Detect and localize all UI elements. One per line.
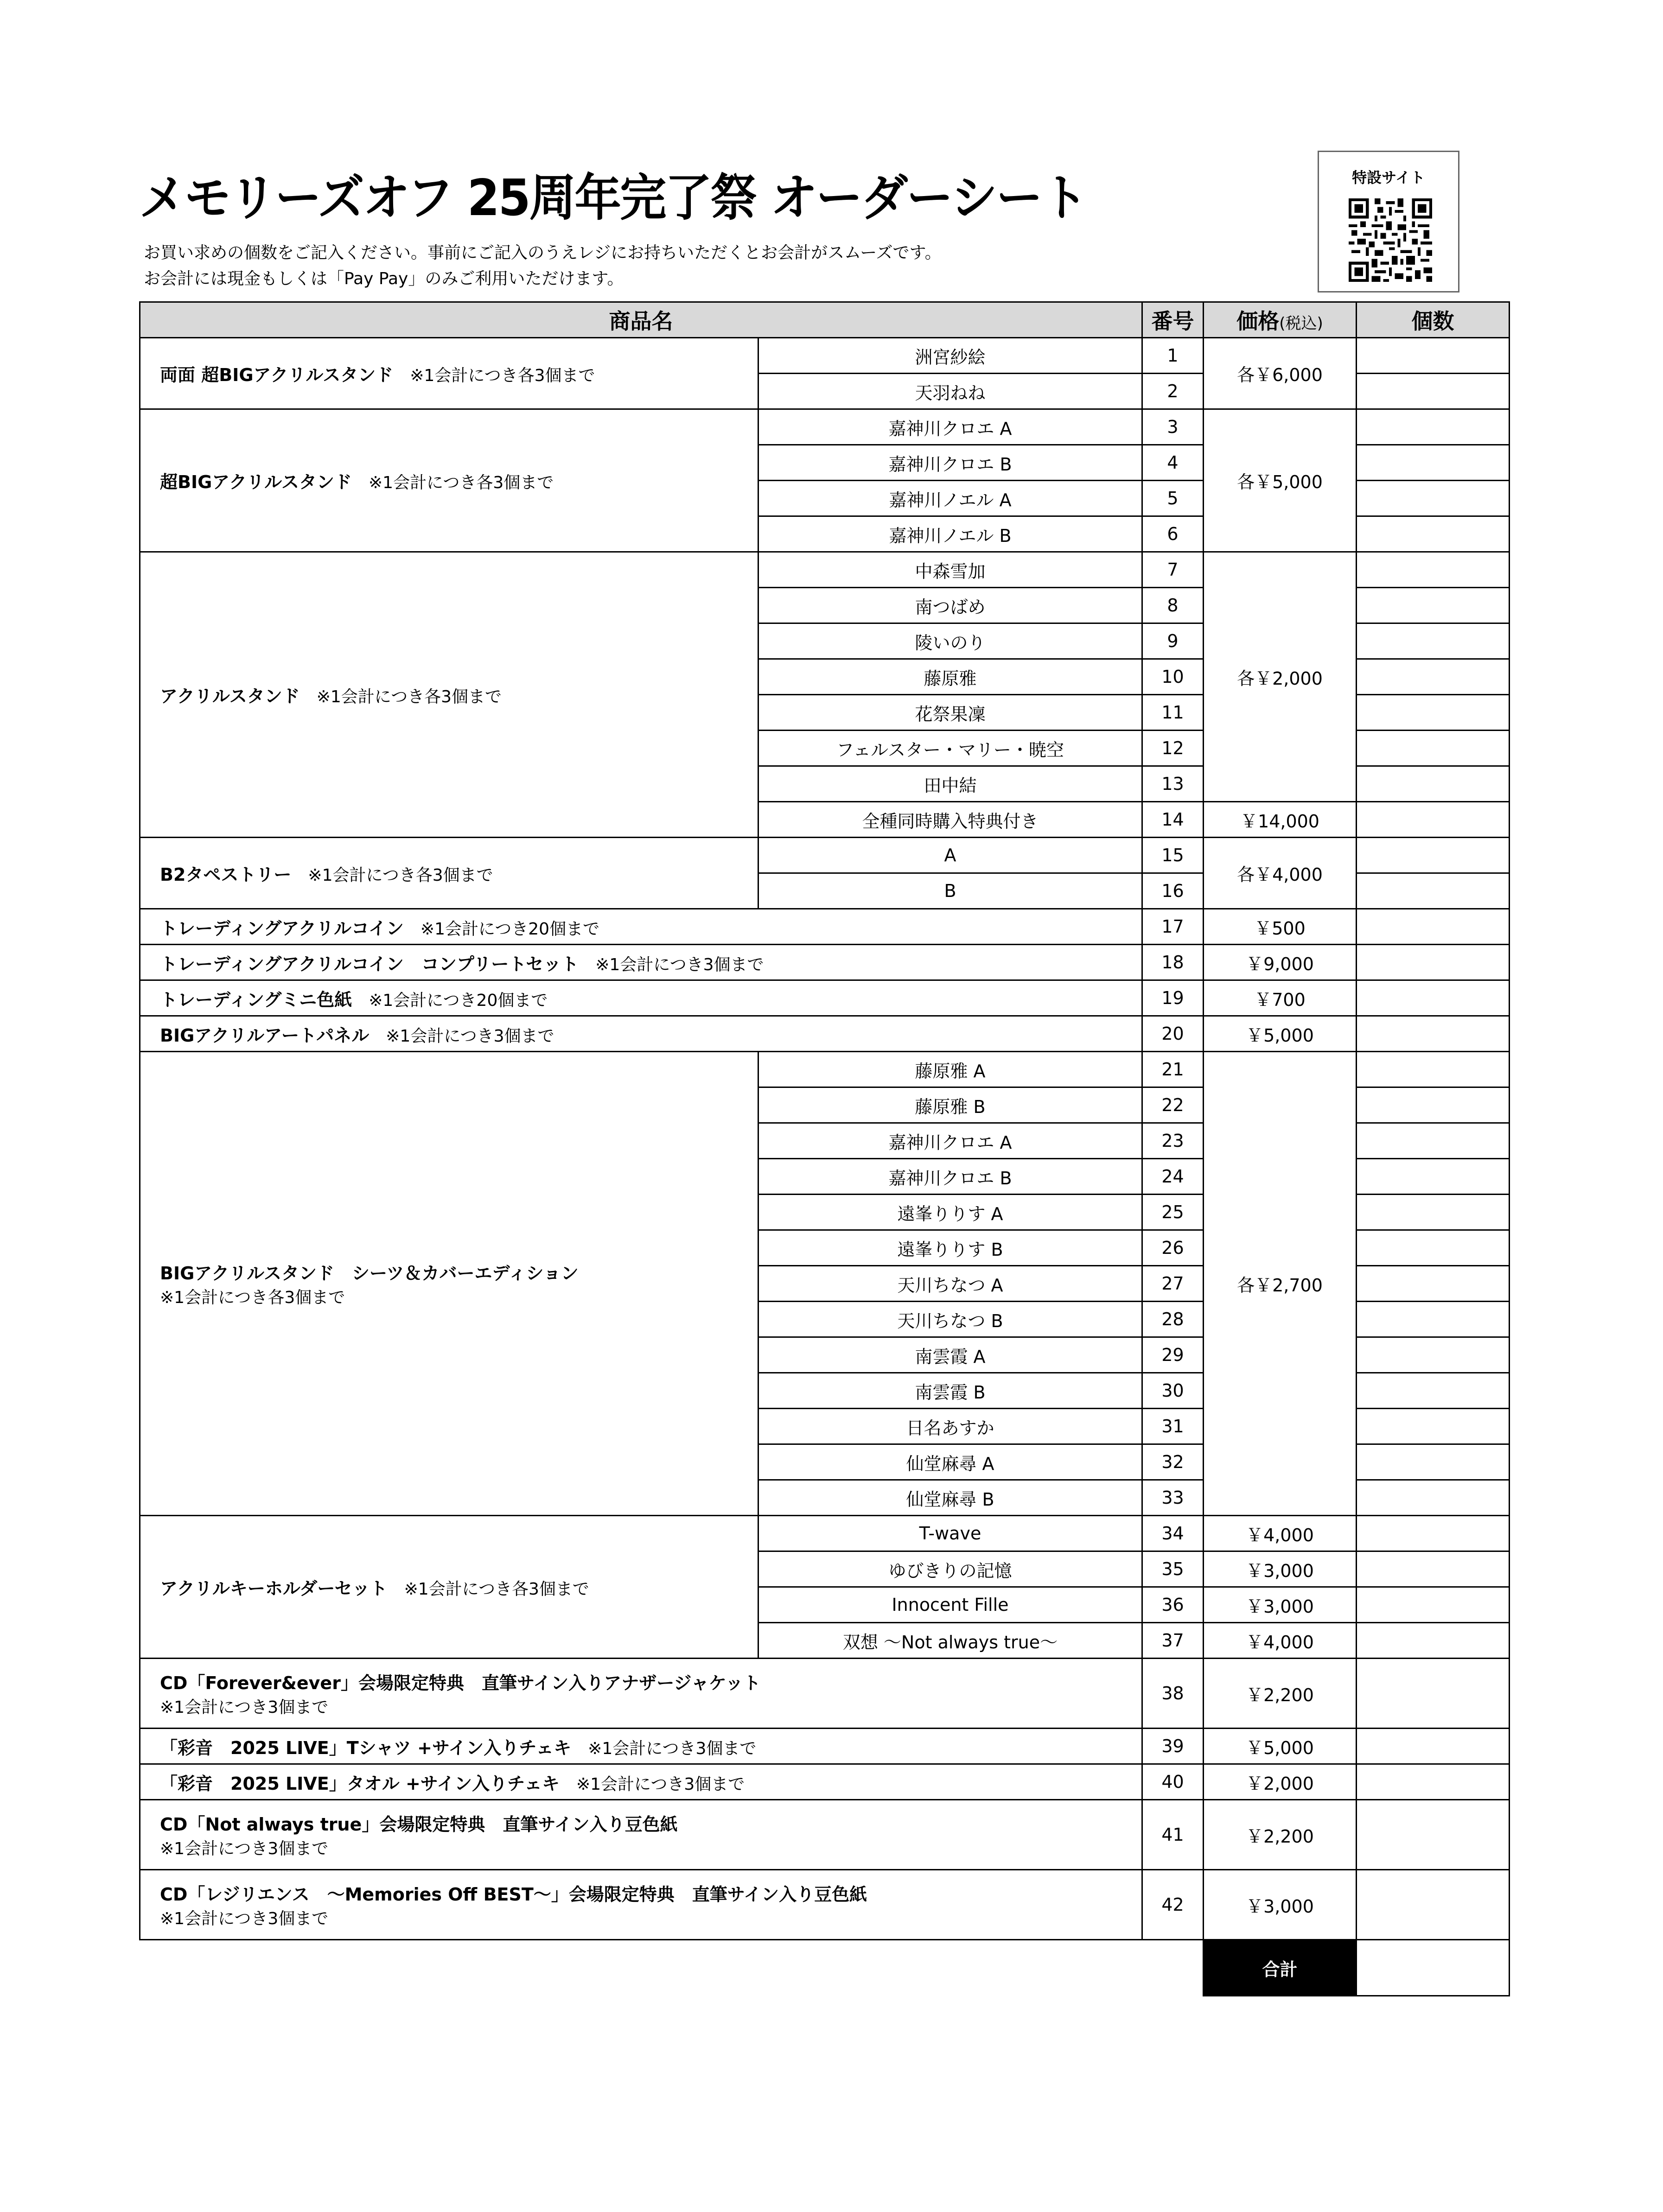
quantity-input-cell[interactable] — [1357, 980, 1510, 1016]
product-group-cell — [140, 1016, 1142, 1052]
item-number-cell: 30 — [1142, 1373, 1204, 1409]
order-table-body — [140, 338, 1510, 1996]
item-number-cell: 25 — [1142, 1195, 1204, 1230]
product-limit-note: ※1会計につき3個まで — [160, 1839, 329, 1858]
product-group-cell — [140, 1659, 1142, 1729]
variant-cell: 南つばめ — [758, 588, 1142, 623]
quantity-input-cell[interactable] — [1357, 659, 1510, 695]
item-number-cell: 11 — [1142, 695, 1204, 731]
product-group-cell — [140, 945, 1142, 980]
price-cell: 各￥6,000 — [1204, 338, 1357, 409]
variant-cell: B — [758, 873, 1142, 909]
item-number-cell: 19 — [1142, 980, 1204, 1016]
quantity-input-cell[interactable] — [1357, 1123, 1510, 1159]
item-number-cell: 29 — [1142, 1337, 1204, 1373]
quantity-input-cell[interactable] — [1357, 1266, 1510, 1302]
price-cell: ￥4,000 — [1204, 1623, 1357, 1659]
item-number-cell: 4 — [1142, 445, 1204, 481]
total-spacer — [140, 1940, 1204, 1996]
product-group-cell — [140, 1729, 1142, 1764]
product-name: CD「Forever&ever」会場限定特典 直筆サイン入りアナザージャケット — [160, 1673, 761, 1693]
quantity-input-cell[interactable] — [1357, 1016, 1510, 1052]
quantity-input-cell[interactable] — [1357, 1764, 1510, 1800]
variant-cell: 陵いのり — [758, 623, 1142, 659]
variant-cell: 藤原雅 B — [758, 1087, 1142, 1123]
quantity-input-cell[interactable] — [1357, 1480, 1510, 1516]
quantity-input-cell[interactable] — [1357, 1800, 1510, 1870]
table-row — [140, 1800, 1510, 1870]
quantity-input-cell[interactable] — [1357, 1052, 1510, 1087]
item-number-cell: 28 — [1142, 1302, 1204, 1337]
quantity-input-cell[interactable] — [1357, 1409, 1510, 1444]
item-number-cell: 26 — [1142, 1230, 1204, 1266]
item-number-cell: 15 — [1142, 838, 1204, 873]
table-row — [140, 409, 1510, 445]
quantity-input-cell[interactable] — [1357, 1195, 1510, 1230]
total-quantity-cell[interactable] — [1357, 1940, 1510, 1996]
variant-cell: 嘉神川クロエ A — [758, 409, 1142, 445]
variant-cell: 藤原雅 A — [758, 1052, 1142, 1087]
product-name: BIGアクリルスタンド シーツ＆カバーエディション — [160, 1263, 579, 1284]
quantity-input-cell[interactable] — [1357, 802, 1510, 838]
table-header-row — [140, 302, 1510, 338]
instruction-line: お会計には現金もしくは「Pay Pay」のみご利用いただけます。 — [144, 269, 624, 288]
table-row — [140, 1764, 1510, 1800]
qr-box[interactable] — [1318, 151, 1459, 292]
variant-cell: 天川ちなつ B — [758, 1302, 1142, 1337]
product-name: B2タペストリー — [160, 864, 292, 885]
quantity-input-cell[interactable] — [1357, 1551, 1510, 1587]
product-limit-note: ※1会計につき各3個まで — [160, 1288, 345, 1307]
variant-cell: 天川ちなつ A — [758, 1266, 1142, 1302]
item-number-cell: 3 — [1142, 409, 1204, 445]
variant-cell: Innocent Fille — [758, 1587, 1142, 1623]
product-limit-note: ※1会計につき各3個まで — [410, 366, 595, 385]
quantity-input-cell[interactable] — [1357, 1870, 1510, 1940]
quantity-input-cell[interactable] — [1357, 731, 1510, 766]
price-cell: ￥3,000 — [1204, 1870, 1357, 1940]
product-group-cell — [140, 1870, 1142, 1940]
item-number-cell: 24 — [1142, 1159, 1204, 1195]
variant-cell: 日名あすか — [758, 1409, 1142, 1444]
order-table — [139, 301, 1510, 1996]
item-number-cell: 35 — [1142, 1551, 1204, 1587]
page-title: メモリーズオフ 25周年完了祭 オーダーシート — [139, 169, 1087, 227]
product-group-cell — [140, 338, 758, 409]
product-name: トレーディングアクリルコイン コンプリートセット — [160, 953, 579, 974]
instruction-line: お買い求めの個数をご記入ください。事前にご記入のうえレジにお持ちいただくとお会計がスムーズです。 — [144, 243, 942, 262]
product-group-cell — [140, 409, 758, 552]
variant-cell: 南雲霞 B — [758, 1373, 1142, 1409]
item-number-cell: 42 — [1142, 1870, 1204, 1940]
quantity-input-cell[interactable] — [1357, 1623, 1510, 1659]
price-cell: ￥2,200 — [1204, 1800, 1357, 1870]
variant-cell: 田中結 — [758, 766, 1142, 802]
product-name: CD「レジリエンス ～Memories Off BEST～」会場限定特典 直筆サイン入り豆色紙 — [160, 1884, 867, 1905]
product-group-cell — [140, 838, 758, 909]
product-limit-note: ※1会計につき3個まで — [386, 1026, 554, 1046]
qr-code-icon — [1349, 198, 1432, 282]
quantity-input-cell[interactable] — [1357, 945, 1510, 980]
qr-label: 特設サイト — [1352, 169, 1425, 186]
price-cell: ￥700 — [1204, 980, 1357, 1016]
table-row — [140, 1659, 1510, 1729]
price-cell: ￥500 — [1204, 909, 1357, 945]
table-row — [140, 552, 1510, 588]
quantity-input-cell[interactable] — [1357, 695, 1510, 731]
variant-cell: 仙堂麻尋 B — [758, 1480, 1142, 1516]
quantity-input-cell[interactable] — [1357, 338, 1510, 374]
variant-cell: 藤原雅 — [758, 659, 1142, 695]
header-price — [1204, 302, 1357, 338]
variant-cell: ゆびきりの記憶 — [758, 1551, 1142, 1587]
product-name: BIGアクリルアートパネル — [160, 1025, 370, 1046]
quantity-input-cell[interactable] — [1357, 1587, 1510, 1623]
product-limit-note: ※1会計につき各3個まで — [308, 866, 493, 885]
product-limit-note: ※1会計につき各3個まで — [316, 687, 502, 706]
product-limit-note: ※1会計につき20個まで — [420, 919, 600, 939]
variant-cell: 南雲霞 A — [758, 1337, 1142, 1373]
product-name: 両面 超BIGアクリルスタンド — [160, 365, 394, 385]
price-cell: 各￥5,000 — [1204, 409, 1357, 552]
item-number-cell: 39 — [1142, 1729, 1204, 1764]
quantity-input-cell[interactable] — [1357, 445, 1510, 481]
variant-cell: 全種同時購入特典付き — [758, 802, 1142, 838]
variant-cell: 嘉神川クロエ B — [758, 1159, 1142, 1195]
product-limit-note: ※1会計につき3個まで — [588, 1739, 757, 1758]
variant-cell: 遠峯りりす A — [758, 1195, 1142, 1230]
variant-cell: 嘉神川クロエ B — [758, 445, 1142, 481]
variant-cell: 遠峯りりす B — [758, 1230, 1142, 1266]
header-product: 商品名 — [140, 302, 1142, 338]
item-number-cell: 22 — [1142, 1087, 1204, 1123]
item-number-cell: 9 — [1142, 623, 1204, 659]
item-number-cell: 18 — [1142, 945, 1204, 980]
product-limit-note: ※1会計につき3個まで — [160, 1698, 329, 1717]
quantity-input-cell[interactable] — [1357, 409, 1510, 445]
item-number-cell: 12 — [1142, 731, 1204, 766]
product-name: CD「Not always true」会場限定特典 直筆サイン入り豆色紙 — [160, 1814, 678, 1835]
item-number-cell: 14 — [1142, 802, 1204, 838]
product-group-cell — [140, 909, 1142, 945]
quantity-input-cell[interactable] — [1357, 1302, 1510, 1337]
item-number-cell: 5 — [1142, 481, 1204, 516]
quantity-input-cell[interactable] — [1357, 481, 1510, 516]
table-row — [140, 980, 1510, 1016]
item-number-cell: 36 — [1142, 1587, 1204, 1623]
variant-cell: フェルスター・マリー・暁空 — [758, 731, 1142, 766]
quantity-input-cell[interactable] — [1357, 873, 1510, 909]
product-name: 超BIGアクリルスタンド — [160, 472, 352, 492]
table-row — [140, 1052, 1510, 1087]
price-cell: ￥2,000 — [1204, 1764, 1357, 1800]
price-cell: ￥5,000 — [1204, 1016, 1357, 1052]
product-name: 「彩音 2025 LIVE」タオル +サイン入りチェキ — [160, 1773, 560, 1794]
item-number-cell: 40 — [1142, 1764, 1204, 1800]
price-cell: 各￥2,000 — [1204, 552, 1357, 802]
product-name: 「彩音 2025 LIVE」Tシャツ +サイン入りチェキ — [160, 1737, 572, 1758]
price-cell: ￥14,000 — [1204, 802, 1357, 838]
variant-cell: 嘉神川ノエル A — [758, 481, 1142, 516]
quantity-input-cell[interactable] — [1357, 1159, 1510, 1195]
table-row — [140, 838, 1510, 873]
table-row — [140, 1729, 1510, 1764]
product-name: アクリルキーホルダーセット — [160, 1578, 388, 1599]
item-number-cell: 13 — [1142, 766, 1204, 802]
header-number: 番号 — [1142, 302, 1204, 338]
item-number-cell: 17 — [1142, 909, 1204, 945]
quantity-input-cell[interactable] — [1357, 374, 1510, 409]
header-price-label: 価格 — [1236, 309, 1280, 334]
price-cell: 各￥2,700 — [1204, 1052, 1357, 1516]
item-number-cell: 10 — [1142, 659, 1204, 695]
product-group-cell — [140, 1764, 1142, 1800]
quantity-input-cell[interactable] — [1357, 623, 1510, 659]
item-number-cell: 27 — [1142, 1266, 1204, 1302]
quantity-input-cell[interactable] — [1357, 838, 1510, 873]
item-number-cell: 23 — [1142, 1123, 1204, 1159]
quantity-input-cell[interactable] — [1357, 1516, 1510, 1551]
item-number-cell: 6 — [1142, 516, 1204, 552]
item-number-cell: 31 — [1142, 1409, 1204, 1444]
variant-cell: 中森雪加 — [758, 552, 1142, 588]
item-number-cell: 8 — [1142, 588, 1204, 623]
quantity-input-cell[interactable] — [1357, 1230, 1510, 1266]
table-row — [140, 1016, 1510, 1052]
item-number-cell: 7 — [1142, 552, 1204, 588]
item-number-cell: 41 — [1142, 1800, 1204, 1870]
price-cell: ￥3,000 — [1204, 1587, 1357, 1623]
product-limit-note: ※1会計につき3個まで — [595, 955, 764, 974]
table-row — [140, 945, 1510, 980]
product-limit-note: ※1会計につき各3個まで — [404, 1580, 589, 1599]
price-cell: ￥4,000 — [1204, 1516, 1357, 1551]
product-group-cell — [140, 1052, 758, 1516]
quantity-input-cell[interactable] — [1357, 1444, 1510, 1480]
variant-cell: 嘉神川ノエル B — [758, 516, 1142, 552]
quantity-input-cell[interactable] — [1357, 552, 1510, 588]
item-number-cell: 20 — [1142, 1016, 1204, 1052]
item-number-cell: 33 — [1142, 1480, 1204, 1516]
item-number-cell: 21 — [1142, 1052, 1204, 1087]
quantity-input-cell[interactable] — [1357, 516, 1510, 552]
quantity-input-cell[interactable] — [1357, 1373, 1510, 1409]
product-name: トレーディングミニ色紙 — [160, 989, 352, 1010]
price-cell: ￥5,000 — [1204, 1729, 1357, 1764]
variant-cell: A — [758, 838, 1142, 873]
product-limit-note: ※1会計につき20個まで — [369, 991, 548, 1010]
item-number-cell: 2 — [1142, 374, 1204, 409]
price-cell: 各￥4,000 — [1204, 838, 1357, 909]
item-number-cell: 37 — [1142, 1623, 1204, 1659]
product-group-cell — [140, 1800, 1142, 1870]
quantity-input-cell[interactable] — [1357, 588, 1510, 623]
quantity-input-cell[interactable] — [1357, 1659, 1510, 1729]
total-label: 合計 — [1204, 1940, 1357, 1996]
price-cell: ￥3,000 — [1204, 1551, 1357, 1587]
price-cell: ￥9,000 — [1204, 945, 1357, 980]
item-number-cell: 1 — [1142, 338, 1204, 374]
variant-cell: 仙堂麻尋 A — [758, 1444, 1142, 1480]
header-qty: 個数 — [1357, 302, 1510, 338]
item-number-cell: 34 — [1142, 1516, 1204, 1551]
variant-cell: 洲宮紗絵 — [758, 338, 1142, 374]
item-number-cell: 38 — [1142, 1659, 1204, 1729]
variant-cell: 双想 ～Not always true～ — [758, 1623, 1142, 1659]
quantity-input-cell[interactable] — [1357, 1087, 1510, 1123]
header-price-note: (税込) — [1279, 314, 1323, 333]
table-row — [140, 1516, 1510, 1551]
table-row — [140, 338, 1510, 374]
product-group-cell — [140, 1516, 758, 1659]
table-row — [140, 909, 1510, 945]
product-limit-note: ※1会計につき各3個まで — [369, 473, 554, 492]
variant-cell: 嘉神川クロエ A — [758, 1123, 1142, 1159]
price-cell: ￥2,200 — [1204, 1659, 1357, 1729]
item-number-cell: 16 — [1142, 873, 1204, 909]
quantity-input-cell[interactable] — [1357, 909, 1510, 945]
quantity-input-cell[interactable] — [1357, 766, 1510, 802]
product-name: アクリルスタンド — [160, 686, 300, 706]
quantity-input-cell[interactable] — [1357, 1337, 1510, 1373]
variant-cell: 花祭果凜 — [758, 695, 1142, 731]
variant-cell: T-wave — [758, 1516, 1142, 1551]
product-group-cell — [140, 552, 758, 838]
product-group-cell — [140, 980, 1142, 1016]
quantity-input-cell[interactable] — [1357, 1729, 1510, 1764]
product-name: トレーディングアクリルコイン — [160, 918, 404, 939]
variant-cell: 天羽ねね — [758, 374, 1142, 409]
product-limit-note: ※1会計につき3個まで — [160, 1909, 329, 1928]
product-limit-note: ※1会計につき3個まで — [576, 1774, 745, 1794]
item-number-cell: 32 — [1142, 1444, 1204, 1480]
total-row — [140, 1940, 1510, 1996]
table-row — [140, 1870, 1510, 1940]
